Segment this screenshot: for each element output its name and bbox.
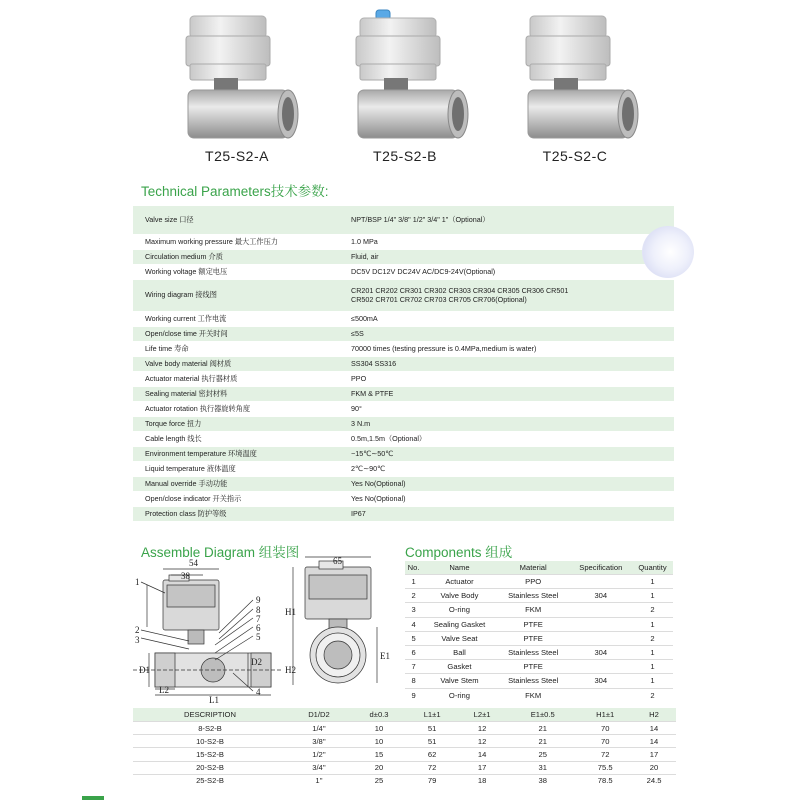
parameter-value-cell	[339, 476, 674, 491]
callout-2: 2	[135, 625, 140, 635]
parameter-name: Maximum working pressure 最大工作压力	[133, 234, 339, 249]
parameter-value-cell	[339, 371, 674, 386]
callout-6: 6	[256, 623, 261, 633]
parameter-name: Sealing material 密封材料	[133, 386, 339, 401]
dimensions-cell: 20	[351, 761, 407, 774]
dimensions-cell: 12	[457, 735, 507, 748]
dimensions-header: H1±1	[578, 708, 632, 722]
dimensions-cell: 14	[632, 722, 676, 735]
dimensions-cell: 72	[407, 761, 457, 774]
dimensions-header: DESCRIPTION	[133, 708, 287, 722]
parameter-name: Open/close indicator 开关指示	[133, 491, 339, 506]
components-row	[405, 645, 673, 659]
components-cell: 4	[405, 617, 422, 631]
parameter-value-cell	[339, 234, 674, 249]
components-cell: 3	[405, 603, 422, 617]
callout-3: 3	[135, 635, 140, 645]
dimensions-cell: 17	[632, 748, 676, 761]
dimensions-cell: 10-S2-B	[133, 735, 287, 748]
parameter-value-cell	[339, 279, 674, 311]
dimensions-cell: 51	[407, 722, 457, 735]
components-cell: 304	[570, 645, 632, 659]
parameter-row	[133, 401, 674, 416]
components-cell: 2	[405, 589, 422, 603]
components-row	[405, 674, 673, 688]
dimensions-row	[133, 774, 676, 787]
components-cell: Stainless Steel	[497, 589, 570, 603]
technical-parameters-table	[133, 206, 674, 522]
components-row	[405, 589, 673, 603]
parameter-name: Working current 工作电流	[133, 311, 339, 326]
dimensions-row	[133, 722, 676, 735]
dimensions-row	[133, 761, 676, 774]
dimensions-cell: 38	[507, 774, 578, 787]
page-footer-mark	[82, 796, 104, 800]
parameter-row	[133, 506, 674, 521]
dimensions-table	[133, 708, 676, 787]
components-cell	[570, 688, 632, 702]
dimensions-cell: 3/4''	[287, 761, 351, 774]
parameter-name: Manual override 手动功能	[133, 476, 339, 491]
dimensions-header: d±0.3	[351, 708, 407, 722]
dimensions-cell: 25	[507, 748, 578, 761]
dimensions-header: D1/D2	[287, 708, 351, 722]
components-cell: 1	[405, 575, 422, 589]
parameter-value-line2: CR502 CR701 CR702 CR703 CR705 CR706(Optional)	[351, 295, 527, 304]
parameter-name: Open/close time 开关时间	[133, 326, 339, 341]
components-cell: Ball	[422, 645, 497, 659]
dimensions-cell: 25-S2-B	[133, 774, 287, 787]
dimensions-cell: 15-S2-B	[133, 748, 287, 761]
dimensions-cell: 20	[632, 761, 676, 774]
dimensions-cell: 17	[457, 761, 507, 774]
parameter-value-cell	[339, 506, 674, 521]
components-cell: PTFE	[497, 660, 570, 674]
components-cell: 304	[570, 589, 632, 603]
parameter-name: Wiring diagram 接线图	[133, 279, 339, 311]
parameter-value: ≤5S	[351, 329, 364, 338]
dimensions-row	[133, 748, 676, 761]
dimensions-cell: 62	[407, 748, 457, 761]
dim-e1: E1	[380, 651, 390, 661]
product-image-c	[510, 8, 660, 148]
parameter-value-cell	[339, 401, 674, 416]
assemble-diagram-title: Assemble Diagram 组装图	[141, 545, 300, 560]
components-row	[405, 603, 673, 617]
dimensions-header: H2	[632, 708, 676, 722]
parameter-name: Torque force 扭力	[133, 416, 339, 431]
parameter-row	[133, 206, 674, 234]
components-cell: 6	[405, 645, 422, 659]
parameter-row	[133, 341, 674, 356]
parameter-name: Circulation medium 介质	[133, 249, 339, 264]
dimensions-cell: 8-S2-B	[133, 722, 287, 735]
components-cell: Sealing Gasket	[422, 617, 497, 631]
product-label-a: T25-S2-A	[205, 148, 269, 164]
parameter-value: PPO	[351, 374, 367, 383]
parameter-value: DC5V DC12V DC24V AC/DC9-24V(Optional)	[351, 267, 496, 276]
dimensions-cell: 72	[578, 748, 632, 761]
parameter-value: 1.0 MPa	[351, 237, 378, 246]
components-header: No.	[405, 561, 422, 575]
dimensions-cell: 10	[351, 735, 407, 748]
parameter-name: Protection class 防护等级	[133, 506, 339, 521]
parameter-value-cell	[339, 326, 674, 341]
dimensions-cell: 10	[351, 722, 407, 735]
components-cell	[570, 660, 632, 674]
dimensions-header: L2±1	[457, 708, 507, 722]
components-cell: 304	[570, 674, 632, 688]
parameter-row	[133, 326, 674, 341]
parameter-row	[133, 491, 674, 506]
parameter-value: NPT/BSP 1/4" 3/8" 1/2" 3/4" 1"（Optional）	[351, 214, 490, 224]
components-cell: Stainless Steel	[497, 674, 570, 688]
parameter-value: Fluid, air	[351, 252, 379, 261]
components-cell: 2	[632, 688, 673, 702]
components-cell: 1	[632, 645, 673, 659]
components-cell: 1	[632, 674, 673, 688]
components-row	[405, 688, 673, 702]
dimensions-cell: 15	[351, 748, 407, 761]
components-title: Components 组成	[405, 545, 513, 560]
dimensions-cell: 24.5	[632, 774, 676, 787]
dimensions-cell: 21	[507, 735, 578, 748]
components-cell: 2	[632, 603, 673, 617]
parameter-row	[133, 476, 674, 491]
components-table	[405, 561, 673, 702]
parameter-value-cell	[339, 264, 674, 279]
callout-8: 8	[256, 605, 261, 615]
valve-c-illustration	[510, 8, 660, 148]
dimensions-cell: 79	[407, 774, 457, 787]
components-cell	[570, 575, 632, 589]
parameter-value-cell	[339, 206, 674, 234]
parameter-value-cell	[339, 249, 674, 264]
dimensions-cell: 14	[632, 735, 676, 748]
components-cell: PTFE	[497, 617, 570, 631]
parameter-row	[133, 431, 674, 446]
parameter-name: Environment temperature 环境温度	[133, 446, 339, 461]
parameter-value: 70000 times (testing pressure is 0.4MPa,medium is water)	[351, 344, 537, 353]
components-cell: Stainless Steel	[497, 645, 570, 659]
callout-4: 4	[256, 687, 261, 697]
components-cell	[570, 603, 632, 617]
parameter-row	[133, 371, 674, 386]
components-cell: O-ring	[422, 688, 497, 702]
dimensions-cell: 14	[457, 748, 507, 761]
parameter-value-cell	[339, 386, 674, 401]
components-cell	[570, 617, 632, 631]
parameter-value: IP67	[351, 509, 366, 518]
dimensions-row	[133, 735, 676, 748]
parameter-row	[133, 311, 674, 326]
decorative-circle	[642, 226, 694, 278]
assemble-diagram	[133, 555, 398, 703]
components-cell: O-ring	[422, 603, 497, 617]
product-label-b: T25-S2-B	[373, 148, 437, 164]
dim-d1: D1	[139, 665, 150, 675]
parameter-name: Working voltage 额定电压	[133, 264, 339, 279]
parameter-value: 3 N.m	[351, 419, 371, 428]
parameter-row	[133, 416, 674, 431]
parameter-value: FKM & PTFE	[351, 389, 394, 398]
dimensions-cell: 3/8''	[287, 735, 351, 748]
dim-h1: H1	[285, 607, 296, 617]
callout-1: 1	[135, 577, 140, 587]
product-image-b	[340, 8, 490, 148]
components-cell: Valve Stem	[422, 674, 497, 688]
dimensions-cell: 51	[407, 735, 457, 748]
components-header: Material	[497, 561, 570, 575]
parameter-name: Valve size 口径	[133, 206, 339, 234]
parameter-value-cell	[339, 311, 674, 326]
components-row	[405, 575, 673, 589]
parameter-value-cell	[339, 431, 674, 446]
parameter-row	[133, 279, 674, 311]
parameter-value-cell	[339, 446, 674, 461]
components-cell: Valve Body	[422, 589, 497, 603]
components-cell: Valve Seat	[422, 631, 497, 645]
components-cell: 9	[405, 688, 422, 702]
dimensions-cell: 70	[578, 735, 632, 748]
parameter-value-cell	[339, 341, 674, 356]
dimensions-cell: 31	[507, 761, 578, 774]
technical-parameters-title: Technical Parameters技术参数:	[141, 184, 329, 199]
dimensions-header: E1±0.5	[507, 708, 578, 722]
dimensions-cell: 18	[457, 774, 507, 787]
parameter-row	[133, 461, 674, 476]
parameter-value: CR201 CR202 CR301 CR302 CR303 CR304 CR305 CR306 CR501	[351, 286, 569, 295]
dim-l2: L2	[159, 685, 169, 695]
parameter-value: 2℃∼90℃	[351, 464, 386, 473]
components-cell: FKM	[497, 603, 570, 617]
parameter-value: −15℃∼50℃	[351, 449, 394, 458]
dimensions-cell: 20-S2-B	[133, 761, 287, 774]
parameter-row	[133, 264, 674, 279]
dim-l1: L1	[209, 695, 219, 703]
dimensions-cell: 21	[507, 722, 578, 735]
parameter-value: Yes No(Optional)	[351, 479, 406, 488]
parameter-value: ≤500mA	[351, 314, 378, 323]
callout-7: 7	[256, 614, 261, 624]
dimensions-header: L1±1	[407, 708, 457, 722]
callout-9: 9	[256, 595, 261, 605]
parameter-name: Liquid temperature 液体温度	[133, 461, 339, 476]
components-cell: 1	[632, 589, 673, 603]
components-cell: Actuator	[422, 575, 497, 589]
parameter-value-cell	[339, 461, 674, 476]
components-cell: 5	[405, 631, 422, 645]
parameter-name: Actuator rotation 执行器旋转角度	[133, 401, 339, 416]
valve-b-illustration	[340, 8, 490, 148]
parameter-value: 0.5m,1.5m（Optional）	[351, 433, 427, 443]
parameter-name: Cable length 线长	[133, 431, 339, 446]
parameter-row	[133, 386, 674, 401]
parameter-row	[133, 446, 674, 461]
dimensions-cell: 1/2''	[287, 748, 351, 761]
parameter-value: 90°	[351, 404, 362, 413]
product-image-a	[170, 8, 320, 148]
components-header: Name	[422, 561, 497, 575]
dimensions-cell: 1''	[287, 774, 351, 787]
parameter-name: Actuator material 执行器材质	[133, 371, 339, 386]
components-row	[405, 617, 673, 631]
components-cell: 1	[632, 660, 673, 674]
dim-65: 65	[333, 556, 342, 566]
parameter-value: SS304 SS316	[351, 359, 397, 368]
parameter-name: Valve body material 阀材质	[133, 356, 339, 371]
dimensions-cell: 12	[457, 722, 507, 735]
dim-38: 38	[181, 571, 190, 581]
dimensions-cell: 75.5	[578, 761, 632, 774]
components-cell: FKM	[497, 688, 570, 702]
components-cell: PTFE	[497, 631, 570, 645]
callout-5: 5	[256, 632, 261, 642]
components-row	[405, 631, 673, 645]
components-cell	[570, 631, 632, 645]
components-cell: 1	[632, 575, 673, 589]
parameter-value-cell	[339, 416, 674, 431]
parameter-name: Life time 寿命	[133, 341, 339, 356]
dim-54: 54	[189, 558, 198, 568]
parameter-value-cell	[339, 491, 674, 506]
dimensions-cell: 78.5	[578, 774, 632, 787]
components-cell: 2	[632, 631, 673, 645]
product-label-c: T25-S2-C	[542, 148, 608, 164]
components-header: Quantity	[632, 561, 673, 575]
dimensions-cell: 25	[351, 774, 407, 787]
valve-a-illustration	[170, 8, 320, 148]
parameter-row	[133, 356, 674, 371]
dimensions-cell: 70	[578, 722, 632, 735]
components-cell: 1	[632, 617, 673, 631]
components-header: Specification	[570, 561, 632, 575]
parameter-row	[133, 249, 674, 264]
components-row	[405, 660, 673, 674]
parameter-row	[133, 234, 674, 249]
dimensions-cell: 1/4''	[287, 722, 351, 735]
components-cell: 8	[405, 674, 422, 688]
dim-h2: H2	[285, 665, 296, 675]
components-cell: 7	[405, 660, 422, 674]
components-cell: PPO	[497, 575, 570, 589]
components-cell: Gasket	[422, 660, 497, 674]
parameter-value-cell	[339, 356, 674, 371]
dim-d2: D2	[251, 657, 262, 667]
parameter-value: Yes No(Optional)	[351, 494, 406, 503]
